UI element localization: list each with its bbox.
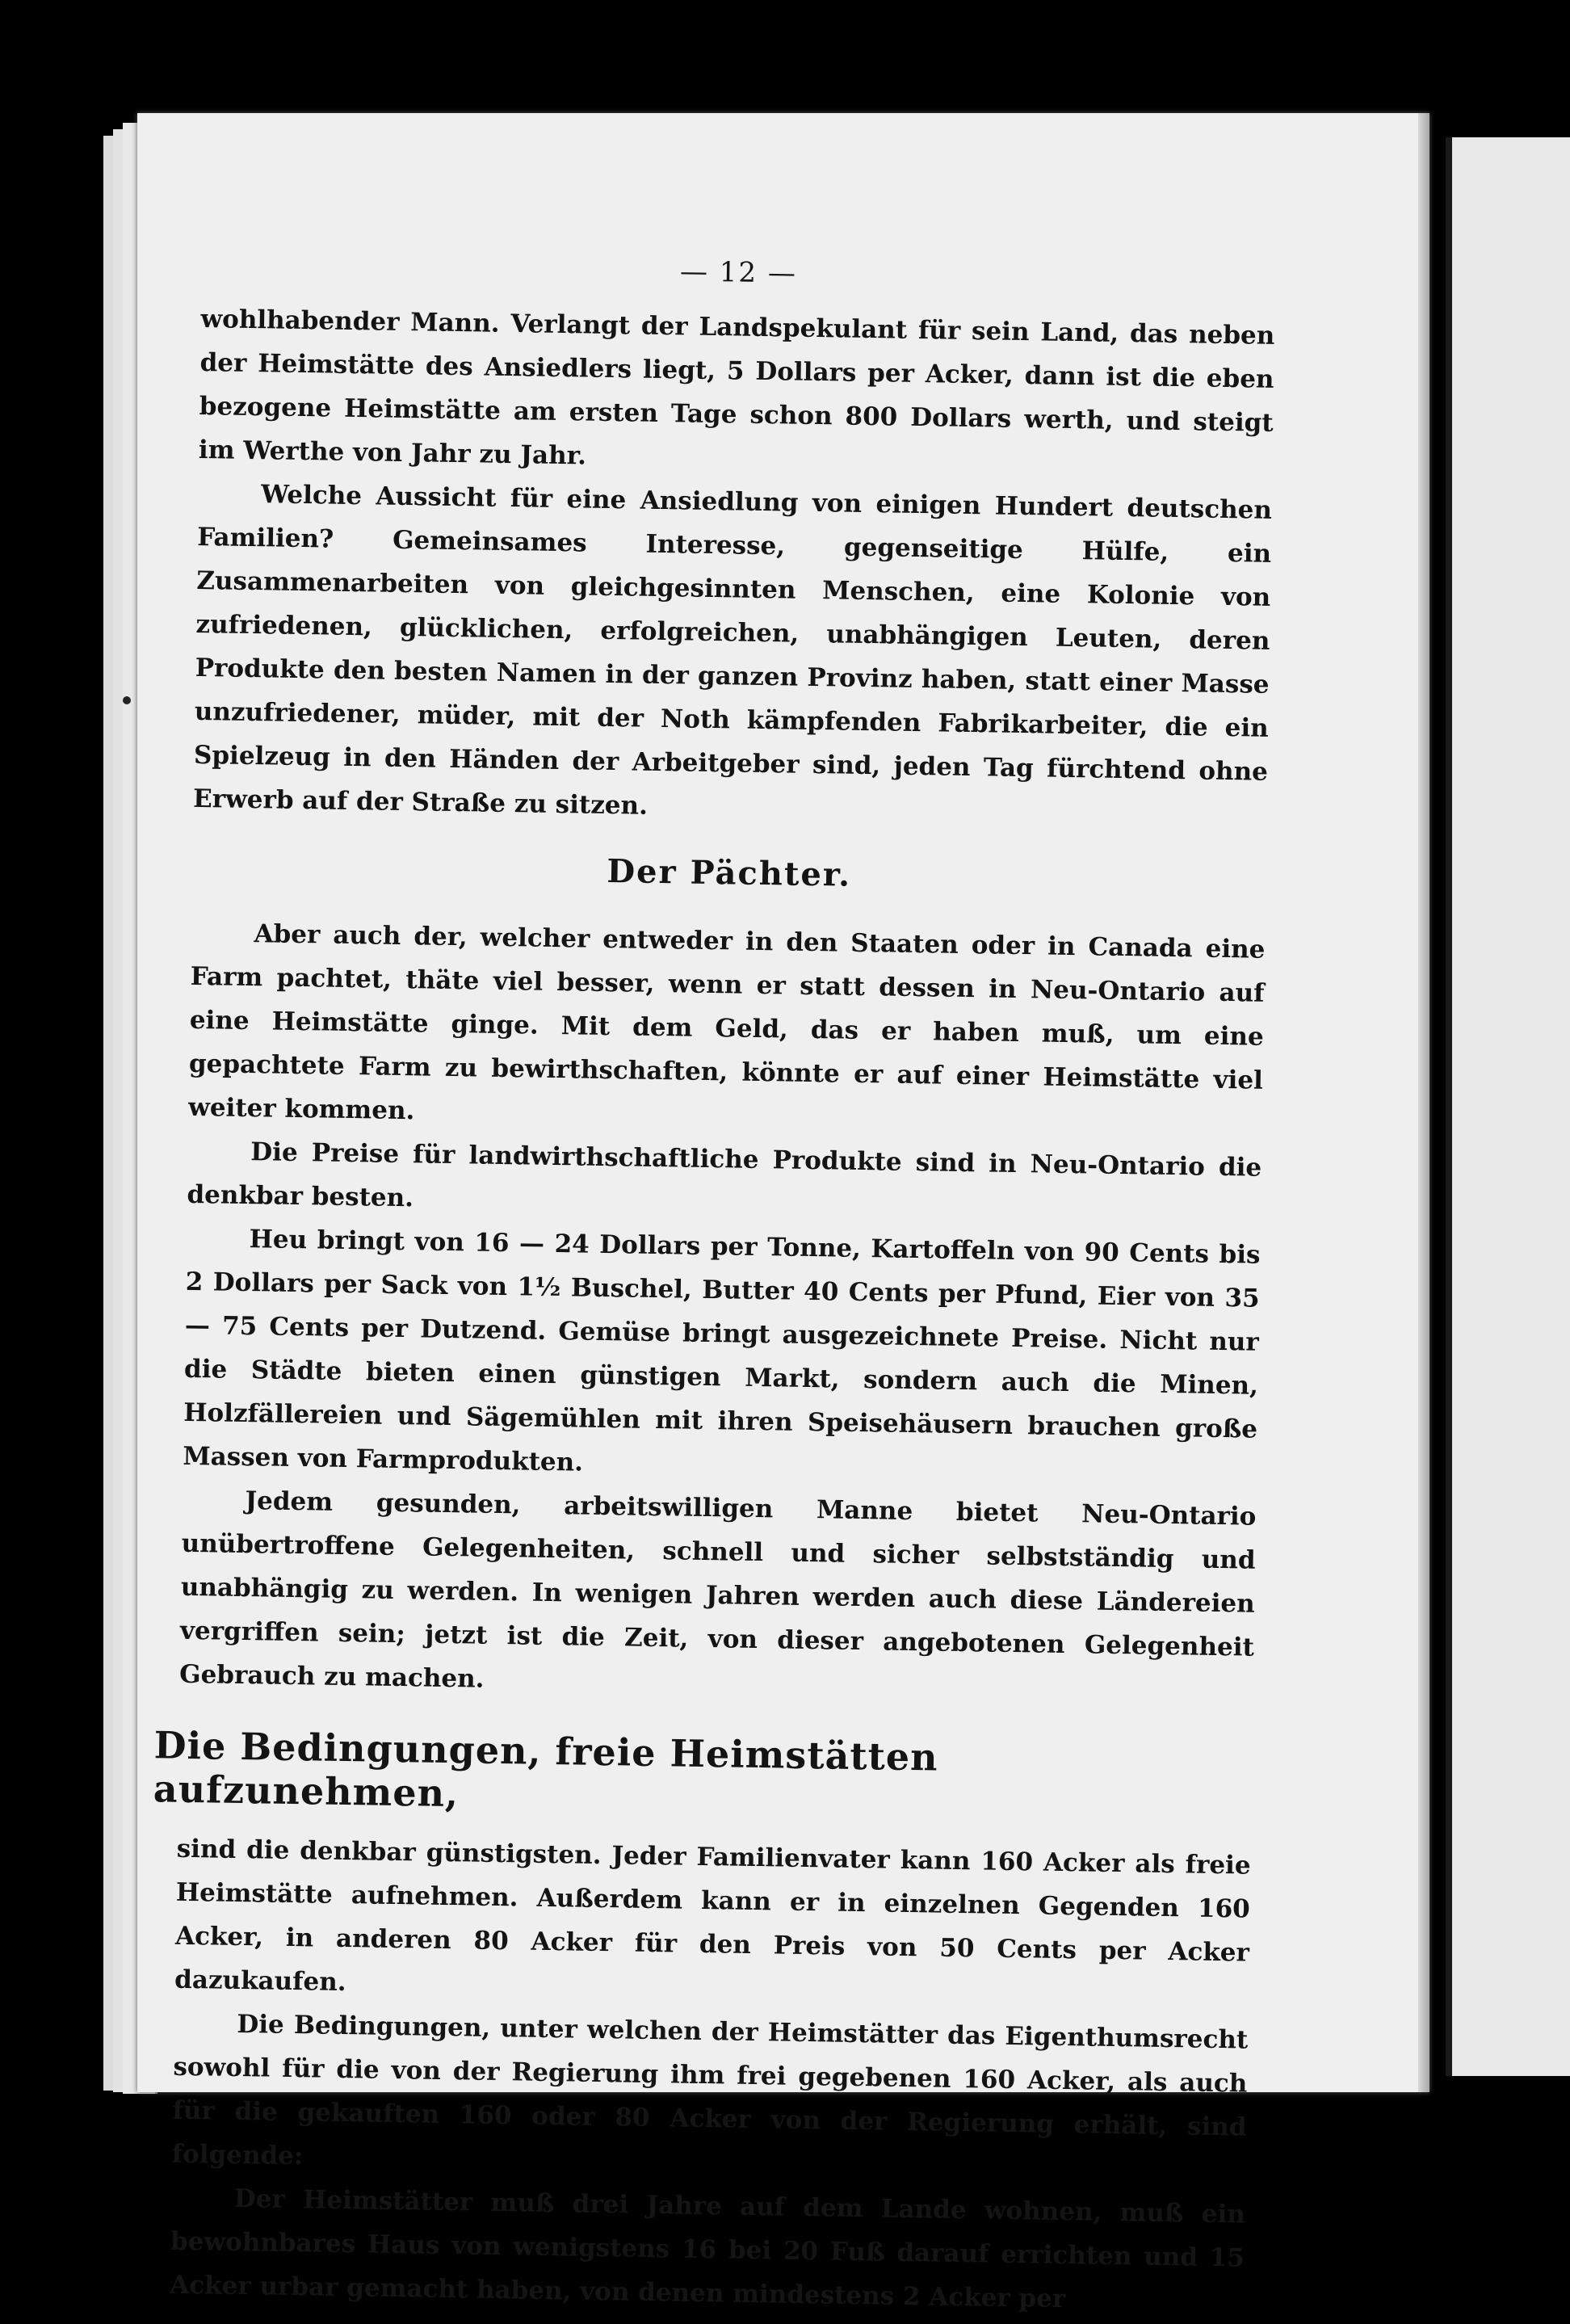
binding-mark [123,696,131,704]
paragraph: Aber auch der, welcher entweder in den Staaten oder in Canada eine Farm pachtet, thäte viel besser, wenn er statt dessen in Neu-Ontario auf eine Heimstätte ginge. Mit dem Geld, das er haben muß, um eine gepachtete Farm zu bewirthschaften, könnte er auf einer Heimstätte viel weiter kommen. [187,919,1266,1126]
section-heading: Die Bedingungen, freie Heimstätten aufzunehmen, [153,1723,938,1816]
paragraph: Heu bringt von 16 — 24 Dollars per Tonne, Kartoffeln von 90 Cents bis 2 Dollars per Sack von 1½ Buschel, Butter 40 Cents per Pfund, Eier von 35 — 75 Cents per Dutzend. Gemüse bringt ausgezeichnete Preise. Nicht nur die Städte bieten einen günstigen Markt, sondern auch die Minen, Holzfällereien und Sägemühlen mit ihren Speisehäusern brauchen große Massen von Farmprodukten. [183,1225,1261,1477]
paragraph: Die Bedingungen, unter welchen der Heimstätter das Eigenthumsrecht sowohl für die von der Regierung ihm frei gegebenen 160 Acker, als auch für die gekauften 160 oder 80 Acker von der Regierung erhält, sind folgende: [171,2009,1249,2171]
paragraph: Jedem gesunden, arbeitswilligen Manne bietet Neu-Ontario unübertroffene Gelegenheiten, schnell und sicher selbstständig und unabhängig zu werden. In wenigen Jahren werden auch diese Ländereien vergriffen sein; jetzt ist die Zeit, von dieser angebotenen Gelegenheit Gebrauch zu machen. [178,1486,1257,1694]
paragraph: sind die denkbar günstigsten. Jeder Familienvater kann 160 Acker als freie Heimstätte aufnehmen. Außerdem kann er in einzelnen Gegenden 160 Acker, in anderen 80 Acker für den Preis von 50 Cents per Acker dazukaufen. [174,1834,1251,1998]
paragraph: Der Heimstätter muß drei Jahre auf dem Lande wohnen, muß ein bewohnbares Haus von wenigstens 16 bei 20 Fuß darauf errichten und 15 Acker urbar gemacht haben, von denen mindestens 2 Acker per [169,2183,1246,2314]
page-text [153,242,1276,2324]
paragraph: wohlhabender Mann. Verlangt der Landspekulant für sein Land, das neben der Heimstätte des Ansiedlers liegt, 5 Dollars per Acker, dann ist die eben bezogene Heimstätte am ersten Tage schon 800 Dollars werth, und steigt im Werthe von Jahr zu Jahr. [198,304,1275,471]
page-number: — 12 — [679,255,798,290]
section-heading: Der Pächter. [607,851,852,894]
facing-page [1446,137,1570,2076]
paragraph: Welche Aussicht für eine Ansiedlung von einigen Hundert deutschen Familien? Gemeinsames Interesse, gegenseitige Hülfe, ein Zusammenarbeiten von gleichgesinnten Menschen, eine Kolonie von zufriedenen, glücklichen, erfolgreichen, unabhängigen Leuten, deren Produkte den besten Namen in der ganzen Provinz haben, statt einer Masse unzufriedener, müder, mit der Noth kämpfenden Fabrikarbeiter, die ein Spielzeug in den Händen der Arbeitgeber sind, jeden Tag fürchtend ohne Erwerb auf der Straße zu sitzen. [192,480,1273,821]
paragraph: Die Preise für landwirthschaftliche Produkte sind in Neu-Ontario die denkbar besten. [187,1137,1262,1213]
